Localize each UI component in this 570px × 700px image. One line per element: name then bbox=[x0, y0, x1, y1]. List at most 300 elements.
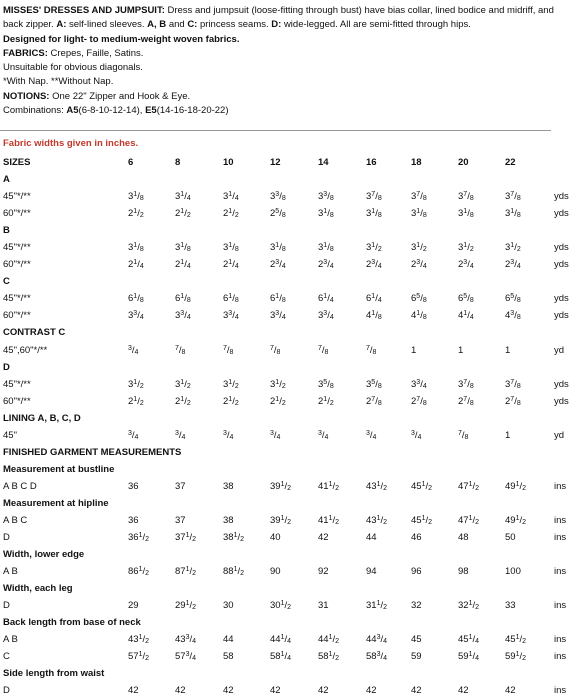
row-label: C bbox=[3, 651, 10, 663]
fraction-numerator: 1 bbox=[463, 208, 468, 216]
fraction-denominator: 8 bbox=[422, 195, 427, 203]
table-cell: 36 bbox=[128, 480, 139, 492]
fraction-numerator: 7 bbox=[458, 429, 462, 437]
fraction-denominator: 2 bbox=[428, 484, 433, 492]
fraction-numerator: 3 bbox=[275, 259, 280, 267]
table-cell: $^7/_8$ bbox=[318, 344, 329, 356]
fraction-numerator: 3 bbox=[416, 378, 421, 386]
fraction-numerator: 1 bbox=[228, 259, 233, 267]
fraction-denominator: 2 bbox=[145, 536, 150, 544]
fraction-numerator: 1 bbox=[463, 310, 468, 318]
table-cell: 98 bbox=[458, 566, 469, 578]
row-label: 60"*/** bbox=[3, 310, 31, 322]
fraction-numerator: 1 bbox=[416, 310, 421, 318]
table-row bbox=[3, 342, 570, 359]
size-column-header: 10 bbox=[223, 157, 234, 168]
table-row bbox=[3, 188, 570, 205]
table-cell: $6^1/_4$ bbox=[318, 293, 334, 305]
table-cell: 48 bbox=[458, 532, 469, 544]
combo-a5-text: (6-8-10-12-14), bbox=[78, 105, 143, 117]
row-label: 45"*/** bbox=[3, 191, 31, 203]
fraction-denominator: 8 bbox=[516, 195, 521, 203]
fraction-numerator: 7 bbox=[463, 395, 468, 403]
fraction-numerator: 5 bbox=[275, 208, 280, 216]
fraction-denominator: 8 bbox=[422, 212, 427, 220]
fraction-numerator: 1 bbox=[371, 242, 376, 250]
fraction-numerator: 1 bbox=[138, 651, 143, 659]
table-cell: $4^3/_8$ bbox=[505, 310, 521, 322]
fraction-numerator: 1 bbox=[228, 208, 233, 216]
fraction-numerator: 7 bbox=[223, 344, 227, 352]
fraction-denominator: 2 bbox=[522, 655, 527, 663]
fraction-denominator: 2 bbox=[475, 484, 480, 492]
unit-label: yds bbox=[554, 191, 569, 203]
fabrics-label: FABRICS: bbox=[3, 47, 48, 59]
fraction-denominator: 2 bbox=[139, 212, 144, 220]
fraction-denominator: 8 bbox=[516, 382, 521, 390]
fraction-denominator: 2 bbox=[335, 638, 340, 646]
table-cell: $2^1/_2$ bbox=[223, 395, 239, 407]
fraction-denominator: 8 bbox=[469, 212, 474, 220]
unit-label: ins bbox=[554, 532, 567, 544]
fraction-denominator: 4 bbox=[329, 297, 334, 305]
table-cell: $2^7/_8$ bbox=[411, 395, 427, 407]
table-cell: 45 bbox=[411, 634, 422, 646]
table-cell: $44^1/_2$ bbox=[318, 634, 340, 646]
table-cell: $2^1/_2$ bbox=[128, 208, 144, 220]
fraction-denominator: 2 bbox=[383, 518, 388, 526]
fraction-denominator: 2 bbox=[335, 484, 340, 492]
fraction-denominator: 2 bbox=[383, 484, 388, 492]
fraction-numerator: 3 bbox=[366, 429, 370, 437]
fraction-numerator: 3 bbox=[223, 429, 227, 437]
fabrics-text: Crepes, Faille, Satins. bbox=[50, 47, 144, 59]
fraction-numerator: 1 bbox=[180, 242, 185, 250]
row-label: SIZES bbox=[3, 157, 31, 168]
table-cell: $36^1/_2$ bbox=[128, 532, 150, 544]
fraction-numerator: 1 bbox=[280, 634, 285, 642]
table-cell: $3^1/_8$ bbox=[128, 242, 144, 254]
fraction-denominator: 8 bbox=[377, 195, 382, 203]
table-cell: $^3/_4$ bbox=[175, 429, 186, 441]
table-cell: $39^1/_2$ bbox=[270, 514, 292, 526]
fraction-denominator: 8 bbox=[377, 382, 382, 390]
table-cell: $2^1/_2$ bbox=[175, 208, 191, 220]
table-cell: $30^1/_2$ bbox=[270, 600, 292, 612]
table-row bbox=[3, 427, 570, 444]
fraction-denominator: 2 bbox=[186, 212, 191, 220]
fraction-denominator: 2 bbox=[240, 570, 245, 578]
section-heading bbox=[3, 444, 570, 461]
fraction-numerator: 3 bbox=[376, 651, 381, 659]
unit-label: ins bbox=[554, 685, 567, 697]
table-cell: $2^1/_2$ bbox=[128, 395, 144, 407]
table-cell: $2^7/_8$ bbox=[505, 395, 521, 407]
table-cell: $^7/_8$ bbox=[175, 344, 186, 356]
table-cell: $58^3/_4$ bbox=[366, 651, 388, 663]
table-cell: $3^3/_4$ bbox=[175, 310, 191, 322]
fraction-denominator: 4 bbox=[329, 314, 334, 322]
fraction-denominator: 2 bbox=[287, 518, 292, 526]
fraction-numerator: 1 bbox=[180, 191, 185, 199]
fraction-numerator: 7 bbox=[175, 344, 179, 352]
fraction-denominator: 8 bbox=[516, 212, 521, 220]
fraction-numerator: 3 bbox=[323, 259, 328, 267]
table-cell: $3^7/_8$ bbox=[458, 191, 474, 203]
fraction-denominator: 2 bbox=[281, 399, 286, 407]
fraction-numerator: 1 bbox=[510, 242, 515, 250]
row-label: D bbox=[3, 600, 10, 612]
fraction-denominator: 8 bbox=[377, 399, 382, 407]
fraction-numerator: 1 bbox=[416, 208, 421, 216]
fraction-denominator: 8 bbox=[516, 314, 521, 322]
table-row bbox=[3, 290, 570, 307]
table-row bbox=[3, 682, 570, 699]
unit-label: yds bbox=[554, 310, 569, 322]
fraction-numerator: 7 bbox=[510, 191, 515, 199]
unit-label: ins bbox=[554, 566, 567, 578]
fraction-numerator: 3 bbox=[185, 634, 190, 642]
fraction-numerator: 1 bbox=[138, 634, 143, 642]
table-cell: 1 bbox=[411, 344, 417, 356]
table-cell: $^3/_4$ bbox=[270, 429, 281, 441]
table-row bbox=[3, 512, 570, 529]
fraction-denominator: 4 bbox=[192, 638, 197, 646]
row-label: A B C D bbox=[3, 480, 37, 492]
fraction-numerator: 1 bbox=[228, 395, 233, 403]
table-cell: $3^3/_8$ bbox=[270, 191, 286, 203]
view-d-text: wide-legged. All are semi-fitted through hips. bbox=[283, 19, 471, 31]
unit-label: ins bbox=[554, 480, 567, 492]
fraction-denominator: 8 bbox=[276, 348, 281, 356]
table-cell: $2^1/_2$ bbox=[270, 395, 286, 407]
table-cell: 100 bbox=[505, 566, 521, 578]
fraction-denominator: 4 bbox=[372, 433, 377, 441]
fraction-denominator: 4 bbox=[134, 433, 139, 441]
table-cell: $^7/_8$ bbox=[366, 344, 377, 356]
table-cell: $^7/_8$ bbox=[223, 344, 234, 356]
row-label: A B C bbox=[3, 514, 28, 526]
unit-label: ins bbox=[554, 634, 567, 646]
row-label: 45" bbox=[3, 429, 17, 441]
table-cell: 30 bbox=[223, 600, 234, 612]
fraction-numerator: 1 bbox=[463, 242, 468, 250]
row-label: Width, lower edge bbox=[3, 549, 85, 561]
fraction-numerator: 1 bbox=[280, 651, 285, 659]
unit-label: yds bbox=[554, 395, 569, 407]
fraction-numerator: 3 bbox=[323, 191, 328, 199]
row-label: D bbox=[3, 532, 10, 544]
fraction-numerator: 1 bbox=[138, 532, 143, 540]
table-cell: $59^1/_2$ bbox=[505, 651, 527, 663]
fraction-denominator: 2 bbox=[287, 484, 292, 492]
row-label: C bbox=[3, 276, 10, 288]
fraction-numerator: 1 bbox=[133, 259, 138, 267]
table-cell: $3^3/_4$ bbox=[270, 310, 286, 322]
fraction-numerator: 1 bbox=[133, 395, 138, 403]
fraction-numerator: 7 bbox=[510, 395, 515, 403]
fraction-denominator: 4 bbox=[186, 314, 191, 322]
table-cell: $2^3/_4$ bbox=[366, 259, 382, 271]
fraction-numerator: 1 bbox=[468, 480, 473, 488]
table-cell: $3^3/_4$ bbox=[128, 310, 144, 322]
table-cell: $3^3/_8$ bbox=[318, 191, 334, 203]
table-row bbox=[3, 205, 570, 222]
table-cell: $49^1/_2$ bbox=[505, 514, 527, 526]
unit-label: yd bbox=[554, 429, 565, 441]
fraction-denominator: 2 bbox=[422, 246, 427, 254]
table-cell: $2^3/_4$ bbox=[458, 259, 474, 271]
fraction-numerator: 1 bbox=[180, 259, 185, 267]
table-cell: $3^3/_4$ bbox=[318, 310, 334, 322]
fraction-denominator: 8 bbox=[469, 399, 474, 407]
row-label: A B bbox=[3, 566, 18, 578]
table-cell: $3^7/_8$ bbox=[366, 191, 382, 203]
table-cell: $4^1/_8$ bbox=[366, 310, 382, 322]
fraction-denominator: 4 bbox=[276, 433, 281, 441]
table-row bbox=[3, 239, 570, 256]
fraction-denominator: 4 bbox=[417, 433, 422, 441]
table-cell: 37 bbox=[175, 480, 186, 492]
table-cell: 42 bbox=[318, 532, 329, 544]
fraction-denominator: 8 bbox=[329, 195, 334, 203]
fraction-denominator: 8 bbox=[516, 297, 521, 305]
fraction-denominator: 4 bbox=[229, 433, 234, 441]
table-cell: 33 bbox=[505, 600, 516, 612]
table-cell: $3^1/_2$ bbox=[366, 242, 382, 254]
table-cell: 1 bbox=[505, 429, 511, 441]
table-cell: $57^1/_2$ bbox=[128, 651, 150, 663]
fraction-numerator: 3 bbox=[371, 259, 376, 267]
section-heading bbox=[3, 359, 570, 376]
fraction-numerator: 1 bbox=[133, 378, 138, 386]
fraction-numerator: 1 bbox=[323, 293, 328, 301]
fraction-numerator: 1 bbox=[468, 514, 473, 522]
fraction-denominator: 8 bbox=[329, 246, 334, 254]
fraction-denominator: 8 bbox=[324, 348, 329, 356]
fraction-numerator: 1 bbox=[185, 600, 190, 608]
fraction-denominator: 2 bbox=[145, 570, 150, 578]
fraction-numerator: 1 bbox=[228, 378, 233, 386]
fraction-numerator: 1 bbox=[180, 293, 185, 301]
fraction-denominator: 8 bbox=[281, 195, 286, 203]
view-a-label: A: bbox=[56, 19, 67, 31]
table-cell: 1 bbox=[505, 344, 511, 356]
table-cell: $57^3/_4$ bbox=[175, 651, 197, 663]
fraction-denominator: 8 bbox=[139, 297, 144, 305]
table-cell: $^3/_4$ bbox=[411, 429, 422, 441]
combo-a5-label: A5 bbox=[66, 105, 79, 117]
fraction-denominator: 2 bbox=[281, 382, 286, 390]
table-cell: $6^5/_8$ bbox=[411, 293, 427, 305]
table-cell: 1 bbox=[458, 344, 464, 356]
row-label: FINISHED GARMENT MEASUREMENTS bbox=[3, 446, 182, 458]
table-cell: $47^1/_2$ bbox=[458, 514, 480, 526]
fraction-denominator: 4 bbox=[422, 263, 427, 271]
table-cell: $3^3/_4$ bbox=[411, 378, 427, 390]
section-heading bbox=[3, 495, 570, 512]
table-cell: $2^3/_4$ bbox=[318, 259, 334, 271]
table-cell: 42 bbox=[318, 685, 329, 697]
table-cell: $45^1/_2$ bbox=[411, 480, 433, 492]
fraction-numerator: 1 bbox=[376, 600, 381, 608]
table-cell: $2^1/_2$ bbox=[318, 395, 334, 407]
fraction-numerator: 3 bbox=[376, 634, 381, 642]
table-cell: $6^1/_8$ bbox=[128, 293, 144, 305]
table-cell: 37 bbox=[175, 514, 186, 526]
table-cell: $43^1/_2$ bbox=[366, 480, 388, 492]
pattern-title: MISSES' DRESSES AND JUMPSUIT: bbox=[3, 5, 165, 16]
fraction-numerator: 3 bbox=[180, 310, 185, 318]
fraction-denominator: 4 bbox=[181, 433, 186, 441]
fraction-numerator: 7 bbox=[463, 378, 468, 386]
fraction-numerator: 7 bbox=[416, 395, 421, 403]
section-heading bbox=[3, 580, 570, 597]
table-row bbox=[3, 393, 570, 410]
fraction-denominator: 2 bbox=[192, 604, 197, 612]
table-cell: 38 bbox=[223, 480, 234, 492]
unit-label: ins bbox=[554, 514, 567, 526]
fraction-denominator: 8 bbox=[464, 433, 469, 441]
table-cell: 42 bbox=[223, 685, 234, 697]
fraction-denominator: 8 bbox=[329, 382, 334, 390]
fraction-denominator: 4 bbox=[281, 263, 286, 271]
fraction-denominator: 4 bbox=[234, 195, 239, 203]
fraction-denominator: 4 bbox=[234, 263, 239, 271]
section-heading bbox=[3, 324, 570, 341]
fraction-denominator: 8 bbox=[234, 246, 239, 254]
table-cell: $3^7/_8$ bbox=[458, 378, 474, 390]
table-cell: $3^1/_8$ bbox=[458, 208, 474, 220]
table-cell: $3^1/_2$ bbox=[458, 242, 474, 254]
table-row bbox=[3, 478, 570, 495]
table-cell: $^3/_4$ bbox=[318, 429, 329, 441]
unit-label: yds bbox=[554, 378, 569, 390]
section-heading bbox=[3, 665, 570, 682]
row-label: 45"*/** bbox=[3, 293, 31, 305]
table-row bbox=[3, 597, 570, 614]
fraction-denominator: 2 bbox=[234, 212, 239, 220]
table-cell: $3^5/_8$ bbox=[366, 378, 382, 390]
fraction-numerator: 1 bbox=[323, 395, 328, 403]
row-label: A bbox=[3, 174, 10, 186]
row-label: LINING A, B, C, D bbox=[3, 412, 81, 424]
table-cell: $3^1/_8$ bbox=[270, 242, 286, 254]
table-cell: $3^1/_8$ bbox=[128, 191, 144, 203]
table-cell: 36 bbox=[128, 514, 139, 526]
table-cell: 42 bbox=[270, 685, 281, 697]
fraction-numerator: 3 bbox=[510, 259, 515, 267]
table-cell: $3^1/_2$ bbox=[411, 242, 427, 254]
table-cell: $6^5/_8$ bbox=[505, 293, 521, 305]
fraction-numerator: 1 bbox=[515, 651, 520, 659]
fraction-denominator: 2 bbox=[383, 604, 388, 612]
table-cell: $3^1/_8$ bbox=[505, 208, 521, 220]
fraction-denominator: 4 bbox=[186, 195, 191, 203]
row-label: 45"*/** bbox=[3, 242, 31, 254]
fraction-denominator: 8 bbox=[229, 348, 234, 356]
table-cell: 42 bbox=[411, 685, 422, 697]
fabric-widths-notice: Fabric widths given in inches. bbox=[3, 138, 139, 149]
fraction-denominator: 4 bbox=[287, 638, 292, 646]
view-c-text: princess seams. bbox=[199, 19, 269, 31]
table-cell: 40 bbox=[270, 532, 281, 544]
fraction-numerator: 7 bbox=[510, 378, 515, 386]
table-cell: $44^3/_4$ bbox=[366, 634, 388, 646]
fraction-denominator: 4 bbox=[516, 263, 521, 271]
fraction-numerator: 1 bbox=[468, 600, 473, 608]
fraction-denominator: 2 bbox=[192, 570, 197, 578]
fraction-denominator: 8 bbox=[469, 297, 474, 305]
section-heading bbox=[3, 273, 570, 290]
fraction-numerator: 3 bbox=[318, 429, 322, 437]
fraction-numerator: 1 bbox=[328, 634, 333, 642]
table-cell: $43^1/_2$ bbox=[366, 514, 388, 526]
fraction-denominator: 2 bbox=[240, 536, 245, 544]
fraction-denominator: 2 bbox=[234, 382, 239, 390]
fraction-numerator: 3 bbox=[411, 429, 415, 437]
table-cell: $3^7/_8$ bbox=[505, 378, 521, 390]
table-cell: 42 bbox=[128, 685, 139, 697]
fraction-numerator: 1 bbox=[328, 651, 333, 659]
table-cell: $6^1/_8$ bbox=[223, 293, 239, 305]
fraction-denominator: 4 bbox=[469, 263, 474, 271]
table-cell: 31 bbox=[318, 600, 329, 612]
combinations-label: Combinations: bbox=[3, 105, 64, 117]
table-cell: $^3/_4$ bbox=[223, 429, 234, 441]
table-cell: $2^7/_8$ bbox=[458, 395, 474, 407]
table-cell: 92 bbox=[318, 566, 329, 578]
fraction-numerator: 1 bbox=[138, 566, 143, 574]
size-column-header: 16 bbox=[366, 157, 377, 168]
fraction-denominator: 4 bbox=[192, 655, 197, 663]
fraction-numerator: 1 bbox=[468, 634, 473, 642]
fraction-numerator: 1 bbox=[275, 378, 280, 386]
unit-label: yd bbox=[554, 344, 565, 356]
fraction-numerator: 1 bbox=[323, 242, 328, 250]
table-cell: $2^1/_4$ bbox=[223, 259, 239, 271]
row-label: 45"*/** bbox=[3, 378, 31, 390]
fraction-denominator: 4 bbox=[281, 314, 286, 322]
table-cell: 44 bbox=[223, 634, 234, 646]
fraction-numerator: 1 bbox=[275, 242, 280, 250]
fraction-numerator: 1 bbox=[371, 310, 376, 318]
fraction-denominator: 4 bbox=[139, 314, 144, 322]
fabrics-line bbox=[3, 47, 570, 61]
table-cell: 42 bbox=[458, 685, 469, 697]
fraction-denominator: 2 bbox=[186, 382, 191, 390]
combinations-line bbox=[3, 104, 570, 118]
fraction-numerator: 7 bbox=[416, 191, 421, 199]
fraction-denominator: 8 bbox=[377, 314, 382, 322]
table-cell: $29^1/_2$ bbox=[175, 600, 197, 612]
fraction-denominator: 2 bbox=[145, 638, 150, 646]
table-cell: 38 bbox=[223, 514, 234, 526]
fraction-denominator: 8 bbox=[329, 212, 334, 220]
fraction-numerator: 3 bbox=[323, 310, 328, 318]
fraction-numerator: 7 bbox=[366, 344, 370, 352]
fraction-denominator: 4 bbox=[475, 638, 480, 646]
table-cell: $2^1/_4$ bbox=[175, 259, 191, 271]
fraction-numerator: 1 bbox=[133, 191, 138, 199]
fraction-denominator: 8 bbox=[281, 212, 286, 220]
fraction-numerator: 1 bbox=[228, 191, 233, 199]
table-cell: $3^1/_2$ bbox=[505, 242, 521, 254]
table-cell: $6^5/_8$ bbox=[458, 293, 474, 305]
table-cell: $^3/_4$ bbox=[128, 429, 139, 441]
fraction-numerator: 1 bbox=[185, 566, 190, 574]
row-label: B bbox=[3, 225, 10, 237]
